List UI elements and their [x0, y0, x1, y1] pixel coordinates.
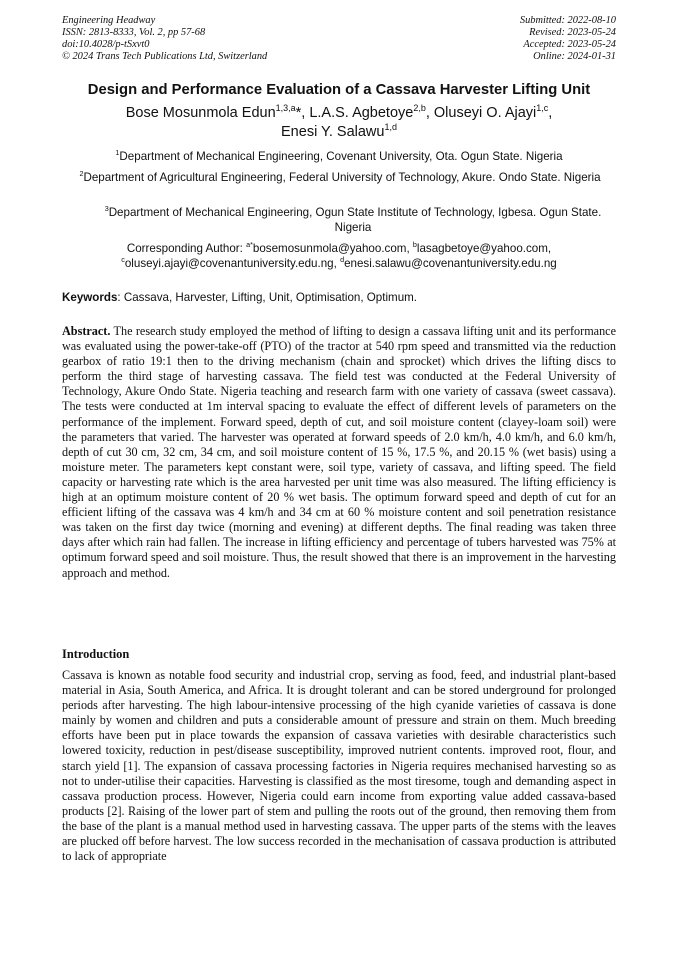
accepted-date: Accepted: 2023-05-24: [523, 39, 616, 50]
email-mark: b: [412, 240, 417, 250]
header-right: [520, 15, 616, 63]
author-name: L.A.S. Agbetoye: [309, 105, 414, 121]
affiliation-number: 1: [115, 148, 120, 158]
author-list: [62, 104, 616, 142]
author-separator: ,: [548, 105, 553, 121]
affiliation-text: Department of Mechanical Engineering, Ogun State Institute of Technology, Igbesa. Ogun State. Nigeria: [108, 206, 602, 234]
author-name: Enesi Y. Salawu: [281, 124, 385, 140]
abstract-label: Abstract.: [62, 324, 111, 338]
keywords-line: [62, 291, 616, 305]
journal-header: [62, 15, 616, 63]
author-affiliation-mark: 1,3,a: [275, 103, 296, 114]
author-separator: ,: [301, 105, 310, 121]
email-link[interactable]: enesi.salawu@covenantuniversity.edu.ng: [344, 256, 557, 270]
author-separator: ,: [425, 105, 434, 121]
author-affiliation-mark: 1,d: [384, 122, 397, 133]
affiliation-number: 3: [104, 204, 109, 214]
header-left: [62, 15, 267, 63]
author-affiliation-mark: 1,c: [536, 103, 549, 114]
introduction-heading: Introduction: [62, 647, 130, 661]
affiliation-3: [90, 206, 616, 235]
author-affiliation-mark: 2,b: [413, 103, 426, 114]
issn-line: ISSN: 2813-8333, Vol. 2, pp 57-68: [62, 27, 206, 38]
author-name: Bose Mosunmola Edun: [125, 105, 276, 121]
email-link[interactable]: oluseyi.ajayi@covenantuniversity.edu.ng,: [124, 256, 341, 270]
corresponding-asterisk: *: [295, 105, 302, 121]
affiliation-text: Department of Agricultural Engineering, Federal University of Technology, Akure. Ondo State. Nigeria: [83, 171, 601, 184]
email-link[interactable]: bosemosunmola@yahoo.com,: [252, 242, 413, 255]
author-name: Oluseyi O. Ajayi: [433, 105, 537, 121]
affiliation-number: 2: [79, 169, 84, 179]
online-date: Online: 2024-01-31: [533, 51, 616, 62]
email-mark: a*: [246, 240, 253, 250]
keywords-text: : Cassava, Harvester, Lifting, Unit, Optimisation, Optimum.: [117, 291, 418, 304]
introduction-paragraph: Cassava is known as notable food security and industrial crop, serving as food, feed, and industrial plant-based material in Asia, South America, and Africa. It is drought tolerant and can be stored underground for prolonged periods after harvesting. The high labour-intensive processing of the high cyanide varieties of cassava is done mainly by women and children and puts a considerable amount of pressure and strain on them. Much breeding efforts have been put in place towards the expansion of cassava varieties with desirable characteristics such lowered toxicity, reduction in pest/disease susceptibility, improved nutrient contents. improved root, flour, and starch yield [1]. The expansion of cassava processing factories in Nigeria requires mechanised harvesting so as not to under-utilise their capacities. Harvesting is classified as the most tiresome, tough and demanding aspect in cassava production process. However, Nigeria could earn income from exporting value added cassava-based products [2]. Raising of the lower part of stem and pulling the roots out of the ground, then removing them from the base of the plant is a manual method used in harvesting cassava. The upper parts of the stems with the leaves are plucked off before harvest. The low success recorded in the mechanisation of cassava production is attributed to lack of appropriate: [62, 668, 616, 864]
affiliation-1: [62, 150, 616, 165]
corresponding-author: [62, 242, 616, 271]
email-mark: c: [121, 254, 125, 264]
email-link[interactable]: lasagbetoye@yahoo.com,: [416, 242, 552, 255]
paper-title: Design and Performance Evaluation of a Cassava Harvester Lifting Unit: [87, 82, 591, 98]
keywords-label: Keywords: [62, 291, 118, 304]
copyright-line: © 2024 Trans Tech Publications Ltd, Switzerland: [62, 51, 268, 62]
corresponding-label: Corresponding Author:: [126, 242, 247, 255]
revised-date: Revised: 2023-05-24: [529, 27, 616, 38]
affiliation-text: Department of Mechanical Engineering, Covenant University, Ota. Ogun State. Nigeria: [119, 150, 563, 163]
journal-name: Engineering Headway: [62, 15, 156, 26]
submitted-date: Submitted: 2022-08-10: [519, 15, 616, 26]
email-mark: d: [340, 254, 345, 264]
doi-line[interactable]: doi:10.4028/p-tSxvt0: [62, 39, 150, 50]
affiliation-2: [70, 171, 610, 186]
abstract-paragraph: [62, 324, 616, 581]
abstract-text: The research study employed the method of lifting to design a cassava lifting unit and its performance was evaluated using the power-take-off (PTO) of the tractor at 540 rpm speed and transmitted via the reduction gearbox of ratio 19:1 then to the driving mechanism (chain and sprocket) which drives the lifting discs to perform the third stage of harvesting cassava. The field test was conducted at the Federal University of Technology, Akure Ondo State. Nigeria teaching and research farm with one variety of cassava (sweet cassava). The tests were conducted at 1m interval spacing to evaluate the effect of different levels of parameters on the performance of the implement. Forward speed, depth of cut, and soil moisture content (clayey-loam soil) were the parameters that varied. The harvester was operated at forward speeds of 2.0 km/h, 4.0 km/h, and 6.0 km/h, depth of cut 30 cm, 32 cm, 34 cm, and soil moisture content of 15 %, 17.5 %, and 20.15 % (wet basis) using a moisture meter. The parameters kept constant were, soil type, variety of cassava, and lifting speed. The field capacity or harvesting rate which is the area harvested per unit time was also measured. The lifting efficiency is high at an optimum moisture content of 20 % wet basis. The optimum forward speed and depth of cut for an efficient lifting of the cassava was 4 km/h and 34 cm at 60 % moisture content and soil penetration resistance was taken on the first day twice (morning and evening) at different depths. The final reading was taken three days after which rain had fallen. The increase in lifting efficiency and percentage of tubers harvested was 75% at optimum forward speed and soil moisture. Thus, the result showed that there is an improvement in the harvesting approach and method.: [62, 324, 616, 580]
